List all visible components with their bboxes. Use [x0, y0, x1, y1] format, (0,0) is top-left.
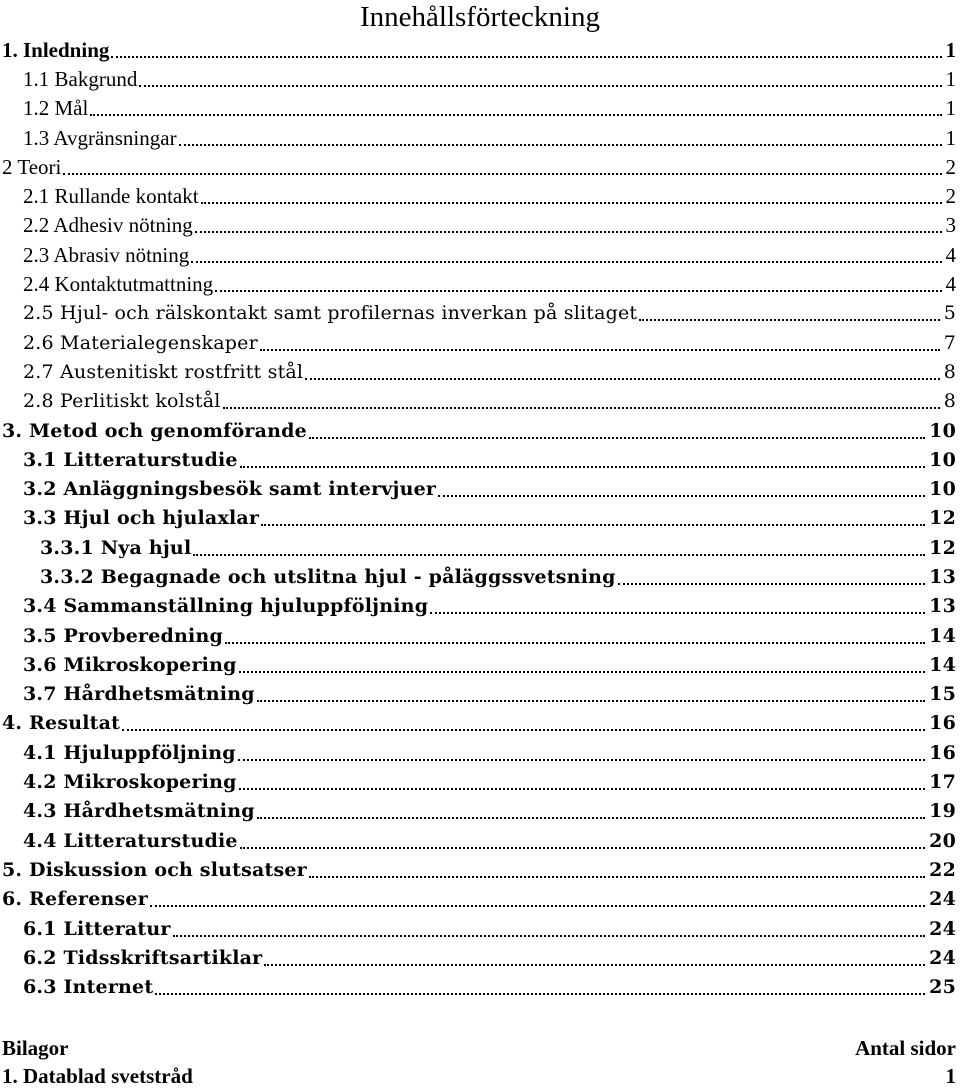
toc-entry-page: 4 [945, 272, 956, 297]
toc-entry-page: 22 [929, 858, 956, 881]
toc-entry[interactable] [0, 826, 960, 855]
toc-leader-dots [239, 788, 926, 790]
toc-leader-dots [309, 876, 925, 878]
toc-entry-label: 6.3 Internet [23, 976, 154, 999]
toc-leader-dots [305, 378, 939, 380]
toc-entry-label: 2 Teori [2, 154, 62, 179]
toc-entry-page: 24 [929, 917, 956, 940]
toc-entry-label: 2.2 Adhesiv nötning [23, 213, 193, 238]
toc-entry[interactable] [0, 474, 960, 503]
toc-entry-page: 8 [943, 390, 956, 413]
toc-entry-page: 10 [929, 448, 956, 471]
toc-entry[interactable] [0, 387, 960, 416]
toc-leader-dots [150, 905, 925, 907]
appendix-header-row [0, 1034, 960, 1062]
toc-entry-label: 2.5 Hjul- och rälskontakt samt profilernas inverkan på slitaget [23, 302, 638, 325]
toc-entry[interactable] [0, 767, 960, 796]
toc-entry-page: 19 [929, 800, 956, 823]
toc-entry-page: 12 [929, 507, 956, 530]
toc-leader-dots [238, 759, 925, 761]
toc-entry[interactable] [0, 357, 960, 386]
toc-entry-page: 5 [943, 302, 956, 325]
appendix-section [0, 1034, 960, 1090]
toc-entry-label: 3.1 Litteraturstudie [23, 448, 238, 471]
toc-entry[interactable] [0, 181, 960, 210]
toc-entry-label: 3.4 Sammanställning hjuluppföljning [23, 595, 429, 618]
toc-leader-dots [618, 583, 926, 585]
toc-leader-dots [195, 231, 942, 233]
toc-entry-page: 2 [945, 184, 956, 209]
toc-leader-dots [63, 173, 941, 175]
toc-entry-label: 2.3 Abrasiv nötning [23, 242, 190, 267]
toc-leader-dots [240, 466, 925, 468]
toc-leader-dots [257, 700, 925, 702]
toc-entry-page: 1 [945, 125, 956, 150]
toc-entry-page: 1 [945, 37, 956, 62]
toc-leader-dots [155, 993, 925, 995]
appendix-row [0, 1062, 960, 1090]
toc-entry-page: 8 [943, 360, 956, 383]
toc-entry-page: 4 [945, 242, 956, 267]
table-of-contents [0, 35, 960, 1002]
toc-entry[interactable] [0, 328, 960, 357]
toc-entry-page: 17 [929, 771, 956, 794]
toc-entry-label: 6. Referenser [2, 888, 148, 911]
toc-entry-label: 6.2 Tidsskriftsartiklar [23, 946, 263, 969]
appendix-item-pages: 1 [945, 1064, 956, 1088]
toc-entry-page: 14 [929, 653, 956, 676]
toc-leader-dots [179, 144, 942, 146]
toc-entry-page: 14 [929, 624, 956, 647]
toc-entry-page: 24 [929, 888, 956, 911]
toc-entry-page: 16 [929, 741, 956, 764]
toc-entry[interactable] [0, 269, 960, 298]
toc-entry-label: 3.3 Hjul och hjulaxlar [23, 507, 260, 530]
toc-entry[interactable] [0, 709, 960, 738]
toc-entry[interactable] [0, 738, 960, 767]
toc-entry[interactable] [0, 64, 960, 93]
toc-leader-dots [240, 847, 925, 849]
toc-entry-page: 13 [929, 595, 956, 618]
toc-entry-label: 4. Resultat [2, 712, 121, 735]
toc-entry-page: 15 [929, 683, 956, 706]
toc-entry[interactable] [0, 299, 960, 328]
toc-entry-label: 4.1 Hjuluppföljning [23, 741, 236, 764]
toc-entry-label: 6.1 Litteratur [23, 917, 171, 940]
toc-leader-dots [111, 56, 941, 58]
toc-entry-page: 10 [929, 478, 956, 501]
toc-entry[interactable] [0, 943, 960, 972]
toc-entry-label: 2.4 Kontaktutmattning [23, 272, 214, 297]
toc-leader-dots [257, 817, 925, 819]
toc-entry[interactable] [0, 504, 960, 533]
toc-leader-dots [193, 554, 925, 556]
toc-entry[interactable] [0, 416, 960, 445]
toc-leader-dots [139, 85, 941, 87]
toc-leader-dots [261, 524, 925, 526]
appendix-heading: Bilagor [2, 1036, 69, 1060]
toc-leader-dots [239, 671, 926, 673]
toc-entry-label: 1. Inledning [2, 37, 110, 62]
toc-entry-label: 2.6 Materialegenskaper [23, 331, 258, 354]
toc-leader-dots [191, 261, 941, 263]
toc-entry-label: 2.8 Perlitiskt kolstål [23, 390, 221, 413]
toc-entry-page: 25 [929, 976, 956, 999]
toc-entry-page: 16 [929, 712, 956, 735]
toc-entry-page: 12 [929, 536, 956, 559]
toc-entry-page: 1 [945, 66, 956, 91]
toc-leader-dots [223, 407, 940, 409]
toc-entry-label: 3.2 Anläggningsbesök samt intervjuer [23, 478, 437, 501]
toc-entry[interactable] [0, 885, 960, 914]
toc-entry-label: 3. Metod och genomförande [2, 419, 307, 442]
toc-leader-dots [225, 642, 925, 644]
toc-leader-dots [90, 114, 941, 116]
toc-entry[interactable] [0, 914, 960, 943]
toc-entry-label: 3.3.2 Begagnade och utslitna hjul - påläggssvetsning [40, 565, 616, 588]
toc-leader-dots [309, 437, 925, 439]
toc-entry[interactable] [0, 35, 960, 64]
toc-entry-label: 3.3.1 Nya hjul [40, 536, 192, 559]
toc-entry[interactable] [0, 123, 960, 152]
toc-entry-page: 1 [945, 96, 956, 121]
toc-entry-page: 24 [929, 946, 956, 969]
toc-entry[interactable] [0, 855, 960, 884]
toc-entry[interactable] [0, 562, 960, 591]
toc-entry[interactable] [0, 680, 960, 709]
toc-leader-dots [260, 349, 940, 351]
toc-leader-dots [122, 729, 925, 731]
toc-entry-label: 1.3 Avgränsningar [23, 125, 177, 150]
toc-entry-page: 13 [929, 565, 956, 588]
toc-entry-label: 4.3 Hårdhetsmätning [23, 800, 255, 823]
toc-entry-label: 3.7 Hårdhetsmätning [23, 683, 255, 706]
toc-leader-dots [173, 935, 926, 937]
toc-entry[interactable] [0, 621, 960, 650]
toc-entry[interactable] [0, 650, 960, 679]
toc-entry-label: 2.7 Austenitiskt rostfritt stål [23, 360, 304, 383]
toc-entry[interactable] [0, 592, 960, 621]
toc-entry-label: 3.6 Mikroskopering [23, 653, 237, 676]
toc-entry-label: 1.1 Bakgrund [23, 66, 138, 91]
toc-entry-label: 1.2 Mål [23, 96, 89, 121]
page-title: Innehållsförteckning [360, 1, 600, 33]
toc-entry[interactable] [0, 240, 960, 269]
toc-entry-label: 2.1 Rullande kontakt [23, 184, 199, 209]
appendix-pages-heading: Antal sidor [855, 1036, 956, 1060]
toc-entry-page: 3 [945, 213, 956, 238]
appendix-item-label: 1. Datablad svetstråd [2, 1064, 193, 1088]
toc-entry-page: 10 [929, 419, 956, 442]
toc-entry-label: 3.5 Provberedning [23, 624, 223, 647]
toc-entry-label: 5. Diskussion och slutsatser [2, 858, 307, 881]
toc-entry[interactable] [0, 533, 960, 562]
toc-leader-dots [438, 495, 925, 497]
toc-leader-dots [215, 290, 941, 292]
toc-leader-dots [430, 612, 925, 614]
toc-entry[interactable] [0, 94, 960, 123]
toc-leader-dots [639, 319, 939, 321]
toc-entry[interactable] [0, 973, 960, 1002]
toc-entry[interactable] [0, 211, 960, 240]
toc-entry[interactable] [0, 445, 960, 474]
toc-entry[interactable] [0, 797, 960, 826]
toc-leader-dots [201, 202, 942, 204]
toc-entry-label: 4.2 Mikroskopering [23, 771, 237, 794]
toc-entry-page: 20 [929, 829, 956, 852]
toc-entry-page: 2 [945, 154, 956, 179]
toc-leader-dots [264, 964, 925, 966]
toc-entry[interactable] [0, 152, 960, 181]
toc-entry-page: 7 [943, 331, 956, 354]
toc-entry-label: 4.4 Litteraturstudie [23, 829, 238, 852]
